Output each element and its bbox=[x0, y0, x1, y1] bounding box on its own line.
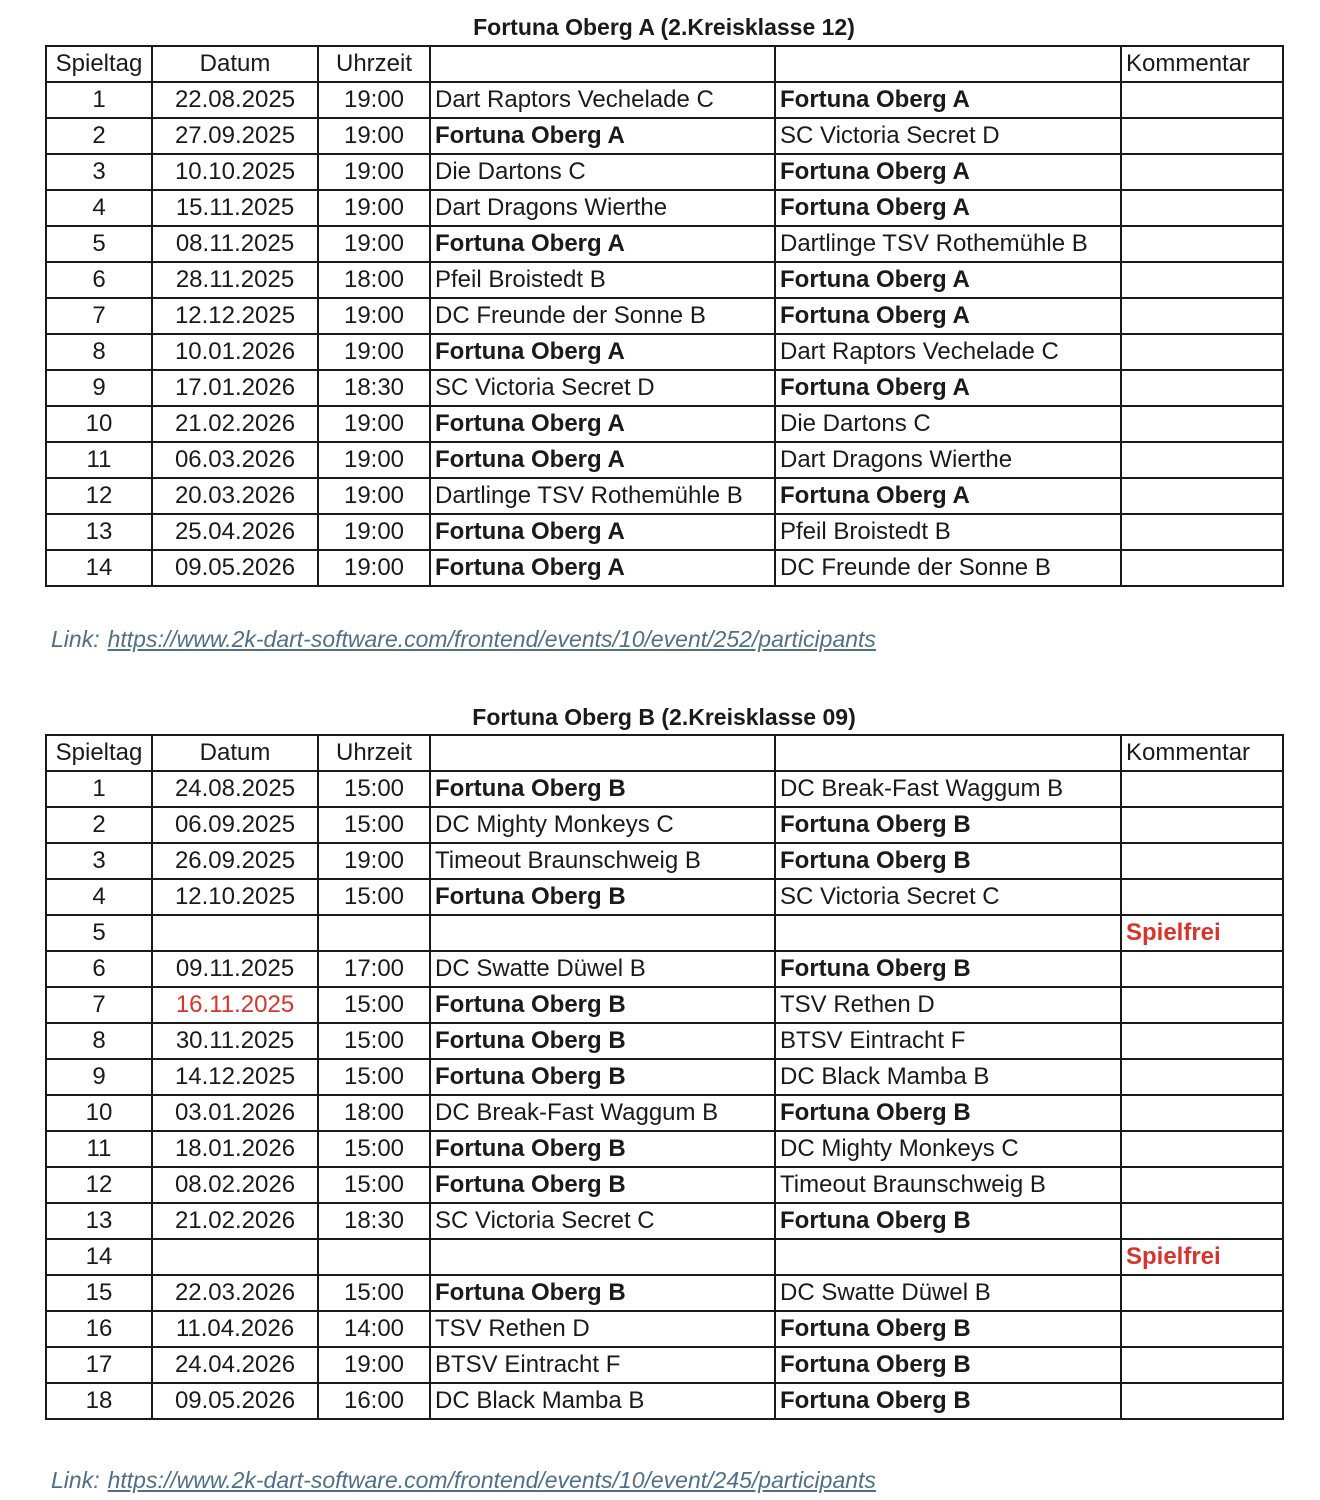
match-row bbox=[46, 879, 1283, 915]
header-spieltag: Spieltag bbox=[46, 735, 152, 771]
datum-cell: 12.10.2025 bbox=[152, 879, 318, 915]
uhrzeit-cell: 19:00 bbox=[318, 1347, 430, 1383]
uhrzeit-cell: 19:00 bbox=[318, 550, 430, 586]
kommentar-cell bbox=[1121, 1023, 1283, 1059]
uhrzeit-cell: 15:00 bbox=[318, 1059, 430, 1095]
heim-team-cell: SC Victoria Secret D bbox=[430, 370, 775, 406]
spieltag-cell: 13 bbox=[46, 1203, 152, 1239]
match-row bbox=[46, 1167, 1283, 1203]
datum-cell: 16.11.2025 bbox=[152, 987, 318, 1023]
gast-team-cell: TSV Rethen D bbox=[775, 987, 1121, 1023]
gast-team-cell: Fortuna Oberg A bbox=[775, 190, 1121, 226]
match-row bbox=[46, 154, 1283, 190]
match-row bbox=[46, 370, 1283, 406]
uhrzeit-cell: 15:00 bbox=[318, 879, 430, 915]
gast-team-cell: Fortuna Oberg B bbox=[775, 1347, 1121, 1383]
header-row bbox=[46, 735, 1283, 771]
spieltag-cell: 4 bbox=[46, 190, 152, 226]
match-row bbox=[46, 82, 1283, 118]
datum-cell: 09.11.2025 bbox=[152, 951, 318, 987]
link-team-b bbox=[51, 1467, 876, 1494]
gast-team-cell: Fortuna Oberg B bbox=[775, 807, 1121, 843]
header-row bbox=[46, 46, 1283, 82]
match-row bbox=[46, 1347, 1283, 1383]
spieltag-cell: 5 bbox=[46, 226, 152, 262]
spieltag-cell: 6 bbox=[46, 951, 152, 987]
datum-cell bbox=[152, 915, 318, 951]
kommentar-cell: Spielfrei bbox=[1121, 1239, 1283, 1275]
gast-team-cell: Fortuna Oberg B bbox=[775, 843, 1121, 879]
match-row bbox=[46, 1131, 1283, 1167]
spieltag-cell: 10 bbox=[46, 406, 152, 442]
gast-team-cell: Die Dartons C bbox=[775, 406, 1121, 442]
heim-team-cell: Fortuna Oberg B bbox=[430, 1275, 775, 1311]
uhrzeit-cell: 15:00 bbox=[318, 1131, 430, 1167]
gast-team-cell: Fortuna Oberg B bbox=[775, 1383, 1121, 1419]
match-row bbox=[46, 262, 1283, 298]
uhrzeit-cell: 18:30 bbox=[318, 370, 430, 406]
uhrzeit-cell: 19:00 bbox=[318, 154, 430, 190]
spieltag-cell: 15 bbox=[46, 1275, 152, 1311]
spieltag-cell: 14 bbox=[46, 550, 152, 586]
uhrzeit-cell: 19:00 bbox=[318, 298, 430, 334]
header-gast bbox=[775, 735, 1121, 771]
gast-team-cell: Pfeil Broistedt B bbox=[775, 514, 1121, 550]
match-row bbox=[46, 550, 1283, 586]
datum-cell: 09.05.2026 bbox=[152, 550, 318, 586]
kommentar-cell bbox=[1121, 82, 1283, 118]
heim-team-cell: Fortuna Oberg B bbox=[430, 1167, 775, 1203]
uhrzeit-cell: 18:00 bbox=[318, 1095, 430, 1131]
kommentar-cell bbox=[1121, 550, 1283, 586]
spieltag-cell: 4 bbox=[46, 879, 152, 915]
heim-team-cell: Fortuna Oberg B bbox=[430, 987, 775, 1023]
spieltag-cell: 3 bbox=[46, 843, 152, 879]
match-row bbox=[46, 190, 1283, 226]
header-heim bbox=[430, 46, 775, 82]
datum-cell: 10.01.2026 bbox=[152, 334, 318, 370]
spieltag-cell: 1 bbox=[46, 771, 152, 807]
spieltag-cell: 6 bbox=[46, 262, 152, 298]
heim-team-cell bbox=[430, 915, 775, 951]
datum-cell: 15.11.2025 bbox=[152, 190, 318, 226]
match-row bbox=[46, 843, 1283, 879]
spieltag-cell: 9 bbox=[46, 1059, 152, 1095]
header-kommentar: Kommentar bbox=[1121, 46, 1283, 82]
heim-team-cell: Fortuna Oberg B bbox=[430, 1131, 775, 1167]
spieltag-cell: 7 bbox=[46, 298, 152, 334]
kommentar-cell bbox=[1121, 334, 1283, 370]
uhrzeit-cell: 19:00 bbox=[318, 190, 430, 226]
heim-team-cell: Timeout Braunschweig B bbox=[430, 843, 775, 879]
spieltag-cell: 12 bbox=[46, 1167, 152, 1203]
match-row bbox=[46, 478, 1283, 514]
spieltag-cell: 7 bbox=[46, 987, 152, 1023]
datum-cell: 28.11.2025 bbox=[152, 262, 318, 298]
spieltag-cell: 16 bbox=[46, 1311, 152, 1347]
link-prefix: Link: bbox=[51, 626, 100, 652]
schedule-table-team-a bbox=[45, 45, 1284, 587]
gast-team-cell bbox=[775, 1239, 1121, 1275]
uhrzeit-cell: 19:00 bbox=[318, 118, 430, 154]
heim-team-cell: BTSV Eintracht F bbox=[430, 1347, 775, 1383]
spieltag-cell: 2 bbox=[46, 118, 152, 154]
kommentar-cell bbox=[1121, 843, 1283, 879]
uhrzeit-cell: 19:00 bbox=[318, 514, 430, 550]
match-row bbox=[46, 1239, 1283, 1275]
kommentar-cell bbox=[1121, 262, 1283, 298]
uhrzeit-cell: 15:00 bbox=[318, 1023, 430, 1059]
gast-team-cell: Fortuna Oberg B bbox=[775, 1203, 1121, 1239]
match-row bbox=[46, 334, 1283, 370]
heim-team-cell: Fortuna Oberg A bbox=[430, 442, 775, 478]
datum-cell: 06.03.2026 bbox=[152, 442, 318, 478]
gast-team-cell: SC Victoria Secret C bbox=[775, 879, 1121, 915]
header-datum: Datum bbox=[152, 735, 318, 771]
gast-team-cell: Fortuna Oberg A bbox=[775, 370, 1121, 406]
datum-cell: 11.04.2026 bbox=[152, 1311, 318, 1347]
heim-team-cell bbox=[430, 1239, 775, 1275]
spieltag-cell: 13 bbox=[46, 514, 152, 550]
gast-team-cell: Fortuna Oberg A bbox=[775, 262, 1121, 298]
gast-team-cell: Dart Dragons Wierthe bbox=[775, 442, 1121, 478]
kommentar-cell bbox=[1121, 442, 1283, 478]
match-row bbox=[46, 915, 1283, 951]
kommentar-cell bbox=[1121, 879, 1283, 915]
match-row bbox=[46, 987, 1283, 1023]
kommentar-cell: Spielfrei bbox=[1121, 915, 1283, 951]
match-row bbox=[46, 771, 1283, 807]
gast-team-cell: Fortuna Oberg A bbox=[775, 82, 1121, 118]
datum-cell: 09.05.2026 bbox=[152, 1383, 318, 1419]
kommentar-cell bbox=[1121, 478, 1283, 514]
match-row bbox=[46, 1203, 1283, 1239]
kommentar-cell bbox=[1121, 298, 1283, 334]
datum-cell: 17.01.2026 bbox=[152, 370, 318, 406]
spieltag-cell: 9 bbox=[46, 370, 152, 406]
gast-team-cell: Fortuna Oberg A bbox=[775, 154, 1121, 190]
kommentar-cell bbox=[1121, 1311, 1283, 1347]
match-row bbox=[46, 1023, 1283, 1059]
heim-team-cell: Fortuna Oberg A bbox=[430, 514, 775, 550]
datum-cell: 21.02.2026 bbox=[152, 406, 318, 442]
header-datum: Datum bbox=[152, 46, 318, 82]
uhrzeit-cell: 15:00 bbox=[318, 807, 430, 843]
kommentar-cell bbox=[1121, 406, 1283, 442]
gast-team-cell: DC Black Mamba B bbox=[775, 1059, 1121, 1095]
uhrzeit-cell: 19:00 bbox=[318, 334, 430, 370]
uhrzeit-cell: 18:30 bbox=[318, 1203, 430, 1239]
match-row bbox=[46, 118, 1283, 154]
gast-team-cell: DC Freunde der Sonne B bbox=[775, 550, 1121, 586]
kommentar-cell bbox=[1121, 154, 1283, 190]
datum-cell: 24.04.2026 bbox=[152, 1347, 318, 1383]
spieltag-cell: 18 bbox=[46, 1383, 152, 1419]
uhrzeit-cell: 18:00 bbox=[318, 262, 430, 298]
kommentar-cell bbox=[1121, 190, 1283, 226]
datum-cell bbox=[152, 1239, 318, 1275]
uhrzeit-cell: 15:00 bbox=[318, 771, 430, 807]
heim-team-cell: Dartlinge TSV Rothemühle B bbox=[430, 478, 775, 514]
heim-team-cell: Fortuna Oberg A bbox=[430, 334, 775, 370]
header-gast bbox=[775, 46, 1121, 82]
heim-team-cell: Fortuna Oberg B bbox=[430, 771, 775, 807]
kommentar-cell bbox=[1121, 807, 1283, 843]
spieltag-cell: 1 bbox=[46, 82, 152, 118]
datum-cell: 27.09.2025 bbox=[152, 118, 318, 154]
uhrzeit-cell bbox=[318, 915, 430, 951]
datum-cell: 22.08.2025 bbox=[152, 82, 318, 118]
match-row bbox=[46, 1095, 1283, 1131]
section-title-team-a: Fortuna Oberg A (2.Kreisklasse 12) bbox=[473, 14, 855, 40]
heim-team-cell: SC Victoria Secret C bbox=[430, 1203, 775, 1239]
datum-cell: 25.04.2026 bbox=[152, 514, 318, 550]
uhrzeit-cell: 19:00 bbox=[318, 226, 430, 262]
datum-cell: 08.02.2026 bbox=[152, 1167, 318, 1203]
link-team-a bbox=[51, 626, 876, 653]
schedule-body-team-b bbox=[46, 735, 1283, 1419]
gast-team-cell: Dartlinge TSV Rothemühle B bbox=[775, 226, 1121, 262]
datum-cell: 18.01.2026 bbox=[152, 1131, 318, 1167]
match-row bbox=[46, 226, 1283, 262]
spieltag-cell: 11 bbox=[46, 442, 152, 478]
heim-team-cell: DC Freunde der Sonne B bbox=[430, 298, 775, 334]
heim-team-cell: Fortuna Oberg A bbox=[430, 226, 775, 262]
uhrzeit-cell: 16:00 bbox=[318, 1383, 430, 1419]
kommentar-cell bbox=[1121, 1347, 1283, 1383]
kommentar-cell bbox=[1121, 1383, 1283, 1419]
datum-cell: 08.11.2025 bbox=[152, 226, 318, 262]
spieltag-cell: 10 bbox=[46, 1095, 152, 1131]
datum-cell: 14.12.2025 bbox=[152, 1059, 318, 1095]
kommentar-cell bbox=[1121, 226, 1283, 262]
uhrzeit-cell: 19:00 bbox=[318, 82, 430, 118]
kommentar-cell bbox=[1121, 118, 1283, 154]
participants-link-team-a[interactable]: https://www.2k-dart-software.com/frontend/events/10/event/252/participants bbox=[107, 626, 876, 652]
spieltag-cell: 12 bbox=[46, 478, 152, 514]
link-prefix: Link: bbox=[51, 1467, 100, 1493]
match-row bbox=[46, 1059, 1283, 1095]
datum-cell: 06.09.2025 bbox=[152, 807, 318, 843]
kommentar-cell bbox=[1121, 1059, 1283, 1095]
gast-team-cell: Fortuna Oberg B bbox=[775, 1311, 1121, 1347]
heim-team-cell: DC Mighty Monkeys C bbox=[430, 807, 775, 843]
heim-team-cell: Fortuna Oberg B bbox=[430, 1023, 775, 1059]
gast-team-cell: DC Mighty Monkeys C bbox=[775, 1131, 1121, 1167]
heim-team-cell: DC Black Mamba B bbox=[430, 1383, 775, 1419]
match-row bbox=[46, 1311, 1283, 1347]
participants-link-team-b[interactable]: https://www.2k-dart-software.com/frontend/events/10/event/245/participants bbox=[107, 1467, 876, 1493]
gast-team-cell bbox=[775, 915, 1121, 951]
spieltag-cell: 11 bbox=[46, 1131, 152, 1167]
uhrzeit-cell: 19:00 bbox=[318, 478, 430, 514]
match-row bbox=[46, 406, 1283, 442]
uhrzeit-cell: 15:00 bbox=[318, 1275, 430, 1311]
heim-team-cell: Fortuna Oberg B bbox=[430, 1059, 775, 1095]
header-uhrzeit: Uhrzeit bbox=[318, 46, 430, 82]
spieltag-cell: 17 bbox=[46, 1347, 152, 1383]
kommentar-cell bbox=[1121, 771, 1283, 807]
gast-team-cell: Timeout Braunschweig B bbox=[775, 1167, 1121, 1203]
heim-team-cell: Dart Raptors Vechelade C bbox=[430, 82, 775, 118]
match-row bbox=[46, 807, 1283, 843]
datum-cell: 20.03.2026 bbox=[152, 478, 318, 514]
heim-team-cell: DC Swatte Düwel B bbox=[430, 951, 775, 987]
match-row bbox=[46, 442, 1283, 478]
gast-team-cell: Fortuna Oberg B bbox=[775, 1095, 1121, 1131]
kommentar-cell bbox=[1121, 1167, 1283, 1203]
datum-cell: 24.08.2025 bbox=[152, 771, 318, 807]
uhrzeit-cell: 15:00 bbox=[318, 1167, 430, 1203]
section-title-team-b: Fortuna Oberg B (2.Kreisklasse 09) bbox=[472, 704, 856, 730]
schedule-table-team-b bbox=[45, 734, 1284, 1420]
match-row bbox=[46, 951, 1283, 987]
header-heim bbox=[430, 735, 775, 771]
kommentar-cell bbox=[1121, 1203, 1283, 1239]
datum-cell: 30.11.2025 bbox=[152, 1023, 318, 1059]
kommentar-cell bbox=[1121, 987, 1283, 1023]
datum-cell: 12.12.2025 bbox=[152, 298, 318, 334]
gast-team-cell: Dart Raptors Vechelade C bbox=[775, 334, 1121, 370]
uhrzeit-cell: 19:00 bbox=[318, 843, 430, 879]
datum-cell: 21.02.2026 bbox=[152, 1203, 318, 1239]
spieltag-cell: 8 bbox=[46, 1023, 152, 1059]
heim-team-cell: Fortuna Oberg A bbox=[430, 406, 775, 442]
heim-team-cell: Fortuna Oberg B bbox=[430, 879, 775, 915]
uhrzeit-cell: 14:00 bbox=[318, 1311, 430, 1347]
header-spieltag: Spieltag bbox=[46, 46, 152, 82]
heim-team-cell: DC Break-Fast Waggum B bbox=[430, 1095, 775, 1131]
kommentar-cell bbox=[1121, 370, 1283, 406]
spieltag-cell: 3 bbox=[46, 154, 152, 190]
match-row bbox=[46, 1383, 1283, 1419]
kommentar-cell bbox=[1121, 514, 1283, 550]
uhrzeit-cell: 15:00 bbox=[318, 987, 430, 1023]
kommentar-cell bbox=[1121, 1131, 1283, 1167]
heim-team-cell: Fortuna Oberg A bbox=[430, 550, 775, 586]
datum-cell: 26.09.2025 bbox=[152, 843, 318, 879]
header-kommentar: Kommentar bbox=[1121, 735, 1283, 771]
spieltag-cell: 14 bbox=[46, 1239, 152, 1275]
heim-team-cell: Pfeil Broistedt B bbox=[430, 262, 775, 298]
heim-team-cell: Die Dartons C bbox=[430, 154, 775, 190]
spieltag-cell: 5 bbox=[46, 915, 152, 951]
gast-team-cell: Fortuna Oberg A bbox=[775, 298, 1121, 334]
datum-cell: 03.01.2026 bbox=[152, 1095, 318, 1131]
heim-team-cell: Fortuna Oberg A bbox=[430, 118, 775, 154]
datum-cell: 10.10.2025 bbox=[152, 154, 318, 190]
match-row bbox=[46, 1275, 1283, 1311]
gast-team-cell: DC Swatte Düwel B bbox=[775, 1275, 1121, 1311]
match-row bbox=[46, 298, 1283, 334]
gast-team-cell: DC Break-Fast Waggum B bbox=[775, 771, 1121, 807]
uhrzeit-cell: 19:00 bbox=[318, 406, 430, 442]
heim-team-cell: Dart Dragons Wierthe bbox=[430, 190, 775, 226]
kommentar-cell bbox=[1121, 1275, 1283, 1311]
spieltag-cell: 8 bbox=[46, 334, 152, 370]
header-uhrzeit: Uhrzeit bbox=[318, 735, 430, 771]
gast-team-cell: SC Victoria Secret D bbox=[775, 118, 1121, 154]
heim-team-cell: TSV Rethen D bbox=[430, 1311, 775, 1347]
gast-team-cell: Fortuna Oberg B bbox=[775, 951, 1121, 987]
kommentar-cell bbox=[1121, 1095, 1283, 1131]
uhrzeit-cell: 19:00 bbox=[318, 442, 430, 478]
gast-team-cell: Fortuna Oberg A bbox=[775, 478, 1121, 514]
schedule-body-team-a bbox=[46, 46, 1283, 586]
kommentar-cell bbox=[1121, 951, 1283, 987]
uhrzeit-cell bbox=[318, 1239, 430, 1275]
gast-team-cell: BTSV Eintracht F bbox=[775, 1023, 1121, 1059]
uhrzeit-cell: 17:00 bbox=[318, 951, 430, 987]
spieltag-cell: 2 bbox=[46, 807, 152, 843]
datum-cell: 22.03.2026 bbox=[152, 1275, 318, 1311]
match-row bbox=[46, 514, 1283, 550]
